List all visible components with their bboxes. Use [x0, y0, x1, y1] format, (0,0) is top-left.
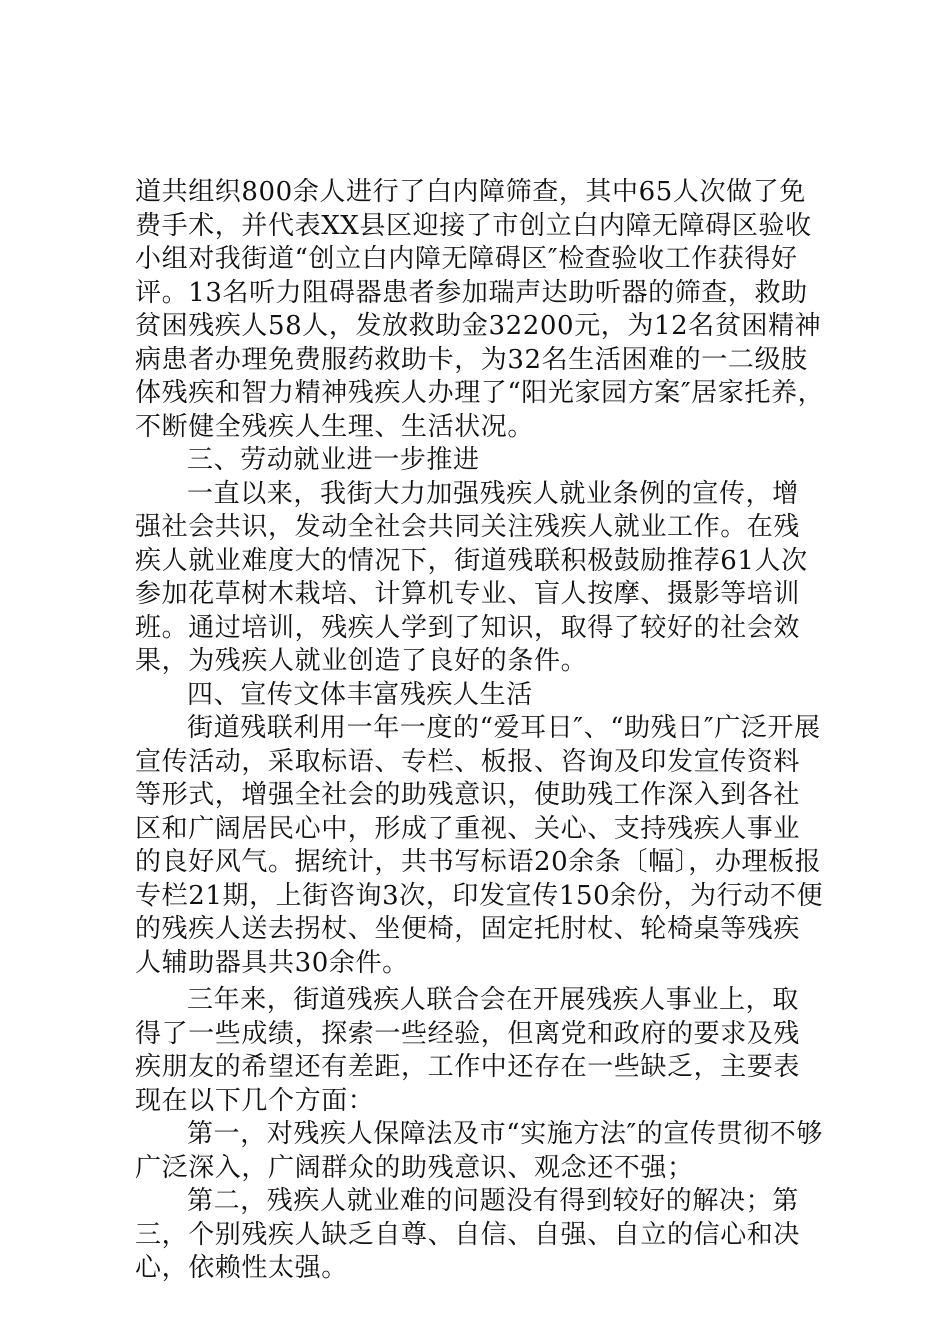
paragraph-shortcoming-one: 第一，对残疾人保障法及市“实施方法″的宣传贯彻不够广泛深入，广阔群众的助残意识、观念还不强；: [135, 1119, 824, 1183]
paragraph-employment: 一直以来，我街大力加强残疾人就业条例的宣传，增强社会共识，发动全社会共同关注残疾人就业工作。在残疾人就业难度大的情况下，街道残联积极鼓励推荐61人次参加花草树木栽培、计算机专业、盲人按摩、摄影等培训班。通过培训，残疾人学到了知识，取得了较好的社会效果，为残疾人就业创造了良好的条件。: [135, 478, 808, 676]
section-heading-publicity: 四、宣传文体丰富残疾人生活: [187, 679, 533, 710]
paragraph-publicity: 街道残联利用一年一度的“爱耳日″、“助残日″广泛开展宣传活动，采取标语、专栏、板报、咨询及印发宣传资料等形式，增强全社会的助残意识，使助残工作深入到各社区和广阔居民心中，形成了重视、关心、支持残疾人事业的良好风气。据统计，共书写标语20余条〔幅〕，办理板报专栏21期，上街咨询3次，印发宣传150余份，为行动不便的残疾人送去拐杖、坐便椅，固定托肘杖、轮椅桌等残疾人辅助器具共30余件。: [135, 713, 824, 978]
paragraph-shortcoming-two-three: 第二，残疾人就业难的问题没有得到较好的解决；第三，个别残疾人缺乏自尊、自信、自强、自立的信心和决心，依赖性太强。: [135, 1186, 801, 1283]
document-body: [135, 176, 825, 1286]
paragraph-medical-relief: 道共组织800余人进行了白内障筛查，其中65人次做了免费手术，并代表XX县区迎接了市创立白内障无障碍区验收小组对我街道“创立白内障无障碍区″检查验收工作获得好评。13名听力阻碍器患者参加瑞声达助听器的筛查，救助贫困残疾人58人，发放救助金32200元，为12名贫困精神病患者办理免费服药救助卡，为32名生活困难的一二级肢体残疾和智力精神残疾人办理了“阳光家园方案″居家托养，不断健全残疾人生理、生活状况。: [135, 177, 825, 442]
paragraph-summary: 三年来，街道残疾人联合会在开展残疾人事业上，取得了一些成绩，探索一些经验，但离党和政府的要求及残疾朋友的希望还有差距，工作中还存在一些缺乏，主要表现在以下几个方面：: [135, 985, 801, 1116]
section-heading-employment: 三、劳动就业进一步推进: [187, 445, 480, 475]
